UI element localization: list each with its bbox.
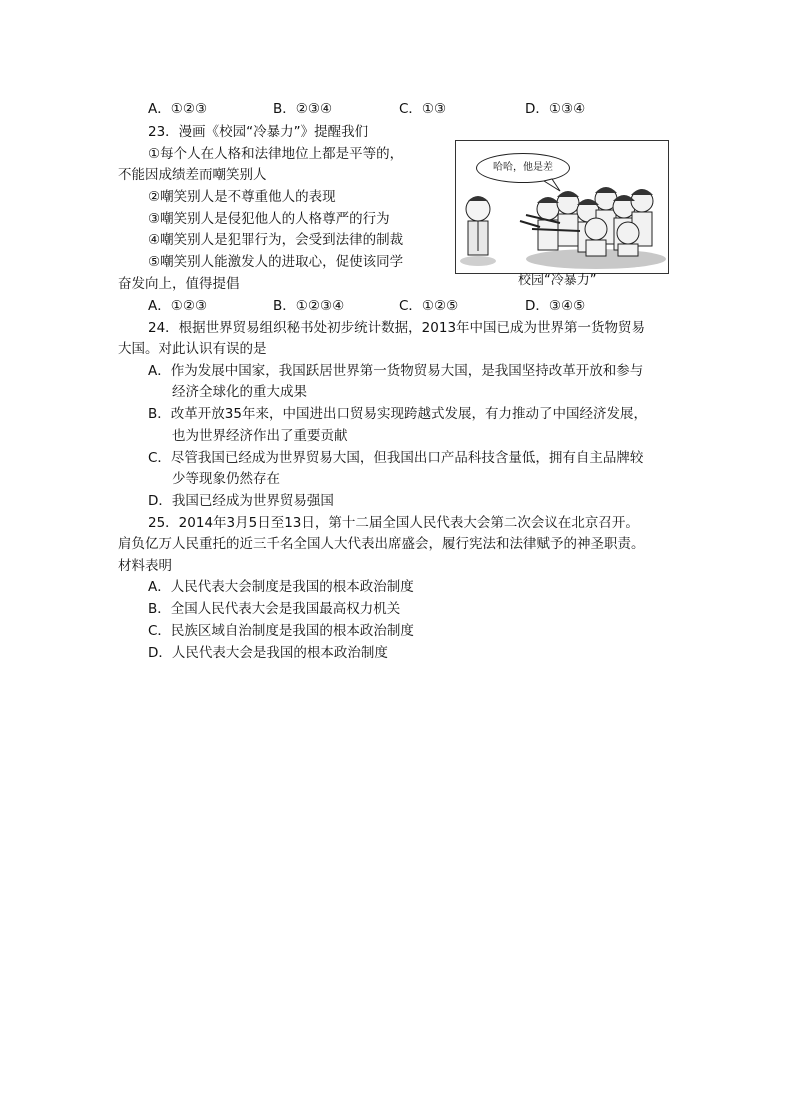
q24-option-b-cont: 也为世界经济作出了重要贡献 — [172, 428, 348, 444]
q23-stem: 23．漫画《校园“冷暴力”》提醒我们 — [148, 124, 369, 140]
cartoon-figures-icon — [456, 141, 668, 273]
q22-option-a[interactable]: A．①②③ — [148, 101, 208, 117]
q25-stem-cont: 肩负亿万人民重托的近三千名全国人大代表出席盛会，履行宪法和法律赋予的神圣职责。 — [118, 536, 645, 552]
q23-option-c[interactable]: C．①②⑤ — [399, 298, 459, 314]
q23-statement-5: ⑤嘲笑别人能激发人的进取心，促使该同学 — [148, 254, 404, 270]
q25-option-d[interactable]: D．人民代表大会是我国的根本政治制度 — [148, 645, 388, 661]
q24-option-a[interactable]: A．作为发展中国家，我国跃居世界第一货物贸易大国，是我国坚持改革开放和参与 — [148, 363, 644, 379]
q25-option-c[interactable]: C．民族区域自治制度是我国的根本政治制度 — [148, 623, 414, 639]
q25-option-b[interactable]: B．全国人民代表大会是我国最高权力机关 — [148, 601, 401, 617]
q23-option-b[interactable]: B．①②③④ — [273, 298, 345, 314]
q23-statement-1: ①每个人在人格和法律地位上都是平等的， — [148, 146, 404, 162]
q23-statement-3: ③嘲笑别人是侵犯他人的人格尊严的行为 — [148, 211, 390, 227]
q22-option-c[interactable]: C．①③ — [399, 101, 447, 117]
q24-stem-cont: 大国。对此认识有误的是 — [118, 341, 267, 357]
q23-option-a[interactable]: A．①②③ — [148, 298, 208, 314]
cartoon-image — [455, 140, 669, 274]
q23-option-d[interactable]: D．③④⑤ — [525, 298, 586, 314]
q23-statement-2: ②嘲笑别人是不尊重他人的表现 — [148, 189, 336, 205]
q24-option-d[interactable]: D．我国已经成为世界贸易强国 — [148, 493, 334, 509]
q24-option-a-cont: 经济全球化的重大成果 — [172, 384, 307, 400]
cartoon-caption: 校园“冷暴力” — [518, 273, 597, 288]
speech-bubble: 哈哈，他是差 — [476, 153, 570, 183]
q25-option-a[interactable]: A．人民代表大会制度是我国的根本政治制度 — [148, 579, 414, 595]
q23-statement-4: ④嘲笑别人是犯罪行为，会受到法律的制裁 — [148, 232, 404, 248]
q22-option-b[interactable]: B．②③④ — [273, 101, 333, 117]
q24-option-c[interactable]: C．尽管我国已经成为世界贸易大国，但我国出口产品科技含量低，拥有自主品牌较 — [148, 450, 644, 466]
q23-statement-1-cont: 不能因成绩差而嘲笑别人 — [118, 167, 267, 183]
q23-statement-5-cont: 奋发向上，值得提倡 — [118, 276, 240, 292]
q24-option-c-cont: 少等现象仍然存在 — [172, 471, 280, 487]
q22-option-d[interactable]: D．①③④ — [525, 101, 586, 117]
q25-stem: 25．2014年3月5日至13日，第十二届全国人民代表大会第二次会议在北京召开。 — [148, 515, 639, 531]
q24-option-b[interactable]: B．改革开放35年来，中国进出口贸易实现跨越式发展，有力推动了中国经济发展， — [148, 406, 647, 422]
q25-stem-cont2: 材料表明 — [118, 558, 172, 574]
q24-stem: 24．根据世界贸易组织秘书处初步统计数据，2013年中国已成为世界第一货物贸易 — [148, 320, 646, 336]
